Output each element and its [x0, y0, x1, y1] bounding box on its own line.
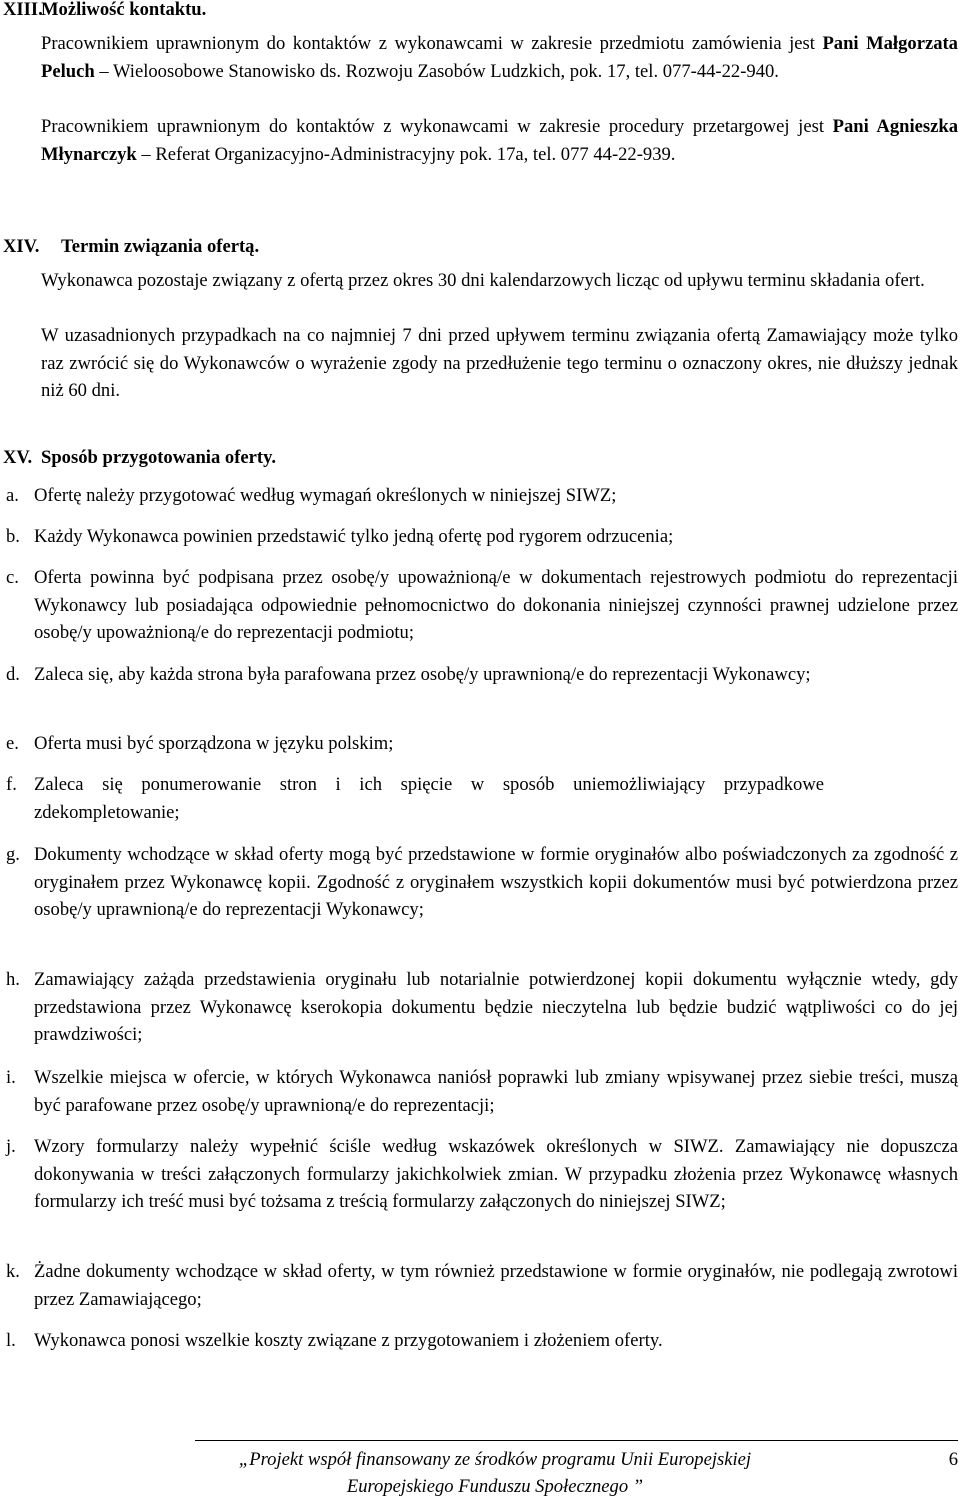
list-item — [6, 730, 958, 758]
list-item-text: Zaleca się, aby każda strona była parafowana przez osobę/y uprawnioną/e do reprezentacji Wykonawcy; — [34, 664, 811, 685]
page-number: 6 — [948, 1449, 958, 1470]
section-number: XV. — [3, 447, 33, 468]
section-title: Sposób przygotowania oferty. — [41, 447, 277, 468]
list-item — [6, 1258, 958, 1313]
list-item-letter: g. — [6, 844, 20, 865]
list-item — [6, 1064, 958, 1119]
list-item — [6, 841, 958, 924]
list-item — [6, 1133, 958, 1216]
contact-paragraph-1 — [41, 30, 958, 85]
list-item — [6, 661, 958, 689]
list-item-letter: h. — [6, 969, 20, 990]
section-number: XIV. — [3, 236, 40, 257]
list-item-text: Oferta powinna być podpisana przez osobę/y upoważnioną/e w dokumentach rejestrowych podmiotu do reprezentacji Wykonawcy lub posiadająca odpowiednie pełnomocnictwo do dokonania niniejszej czynności prawnej udzielone przez osobę/y upoważnioną/e do reprezentacji podmiotu; — [34, 567, 958, 643]
list-item-text: Żadne dokumenty wchodzące w skład oferty, w tym również przedstawione w formie oryginałów, nie podlegają zwrotowi przez Zamawiającego; — [34, 1261, 958, 1310]
contact-1-details: – Wieloosobowe Stanowisko ds. Rozwoju Zasobów Ludzkich, pok. 17, tel. 077-44-22-940. — [94, 60, 779, 82]
list-item-text: Zamawiający zażąda przedstawienia oryginału lub notarialnie potwierdzonej kopii dokumentu wyłącznie wtedy, gdy przedstawiona przez Wykonawcę kserokopia dokumentu będzie nieczytelna lub będzie budzić wątpliwości co do jej prawdziwości; — [34, 969, 958, 1045]
list-item-text: Wzory formularzy należy wypełnić ściśle według wskazówek określonych w SIWZ. Zamawiający nie dopuszcza dokonywania w treści załączonych formularzy jakichkolwiek zmian. W przypadku złożenia przez Wykonawcę własnych formularzy ich treść musi być tożsama z treścią formularzy załączonych do niniejszej SIWZ; — [34, 1136, 958, 1212]
contact-1-name: Pani Małgorzata Peluch — [41, 33, 958, 82]
list-item-letter: j. — [6, 1136, 16, 1157]
footer-funding-note — [195, 1446, 795, 1500]
list-item — [6, 771, 958, 826]
list-item-letter: f. — [6, 774, 17, 795]
section-xv-heading — [3, 444, 276, 472]
section-title: Możliwość kontaktu. — [41, 0, 207, 20]
binding-period-paragraph: Wykonawca pozostaje związany z ofertą przez okres 30 dni kalendarzowych licząc od upływu terminu składania ofert. — [41, 270, 925, 291]
list-item-text: Zaleca się ponumerowanie stron i ich spięcie w sposób uniemożliwiający przypadkowe zdekompletowanie; — [34, 774, 824, 823]
section-xiii-heading — [3, 0, 206, 24]
footer-divider — [195, 1440, 958, 1441]
list-item-text: Każdy Wykonawca powinien przedstawić tylko jedną ofertę pod rygorem odrzucenia; — [34, 526, 674, 547]
list-item-text: Oferta musi być sporządzona w języku polskim; — [34, 733, 394, 754]
section-title: Termin związania ofertą. — [61, 236, 260, 257]
contact-2-name: Pani Agnieszka Młynarczyk — [41, 116, 959, 165]
contact-paragraph-2 — [41, 113, 958, 168]
list-item — [6, 482, 958, 510]
list-item — [6, 523, 958, 551]
contact-2-text: Pracownikiem uprawnionym do kontaktów z wykonawcami w zakresie procedury przetargowej jest — [41, 116, 833, 137]
contact-1-text: Pracownikiem uprawnionym do kontaktów z wykonawcami w zakresie przedmiotu zamówienia jest — [41, 33, 823, 54]
list-item-letter: a. — [6, 485, 19, 506]
list-item-letter: i. — [6, 1067, 16, 1088]
list-item-text: Wykonawca ponosi wszelkie koszty związane z przygotowaniem i złożeniem oferty. — [34, 1330, 663, 1351]
footer-line-2: Europejskiego Funduszu Społecznego ” — [346, 1476, 644, 1497]
list-item-letter: l. — [6, 1330, 16, 1351]
list-item-text: Ofertę należy przygotować według wymagań określonych w niniejszej SIWZ; — [34, 485, 617, 506]
list-item — [6, 564, 958, 647]
list-item-text: Wszelkie miejsca w ofercie, w których Wykonawca naniósł poprawki lub zmiany wpisywanej przez siebie treści, muszą być parafowane przez osobę/y uprawnioną/e do reprezentacji; — [34, 1067, 958, 1116]
section-number: XIII. — [3, 0, 43, 20]
footer-line-1: „Projekt współ finansowany ze środków programu Unii Europejskiej — [238, 1449, 752, 1470]
list-item-letter: k. — [6, 1261, 20, 1282]
list-item — [6, 1327, 958, 1355]
contact-2-details: – Referat Organizacyjno-Administracyjny pok. 17a, tel. 077 44-22-939. — [136, 143, 676, 165]
list-item-letter: d. — [6, 664, 20, 685]
list-item — [6, 966, 958, 1049]
section-xiv-heading — [3, 233, 259, 261]
list-item-letter: b. — [6, 526, 20, 547]
binding-extension-paragraph: W uzasadnionych przypadkach na co najmniej 7 dni przed upływem terminu związania ofertą Zamawiający może tylko raz zwrócić się do Wykonawców o wyrażenie zgody na przedłużenie tego terminu o oznaczony okres, nie dłuższy jednak niż 60 dni. — [41, 325, 958, 401]
list-item-letter: c. — [6, 567, 19, 588]
list-item-letter: e. — [6, 733, 19, 754]
list-item-text: Dokumenty wchodzące w skład oferty mogą być przedstawione w formie oryginałów albo poświadczonych za zgodność z oryginałem przez Wykonawcę kopii. Zgodność z oryginałem wszystkich kopii dokumentów musi być potwierdzona przez osobę/y uprawnioną/e do reprezentacji Wykonawcy; — [34, 844, 958, 920]
